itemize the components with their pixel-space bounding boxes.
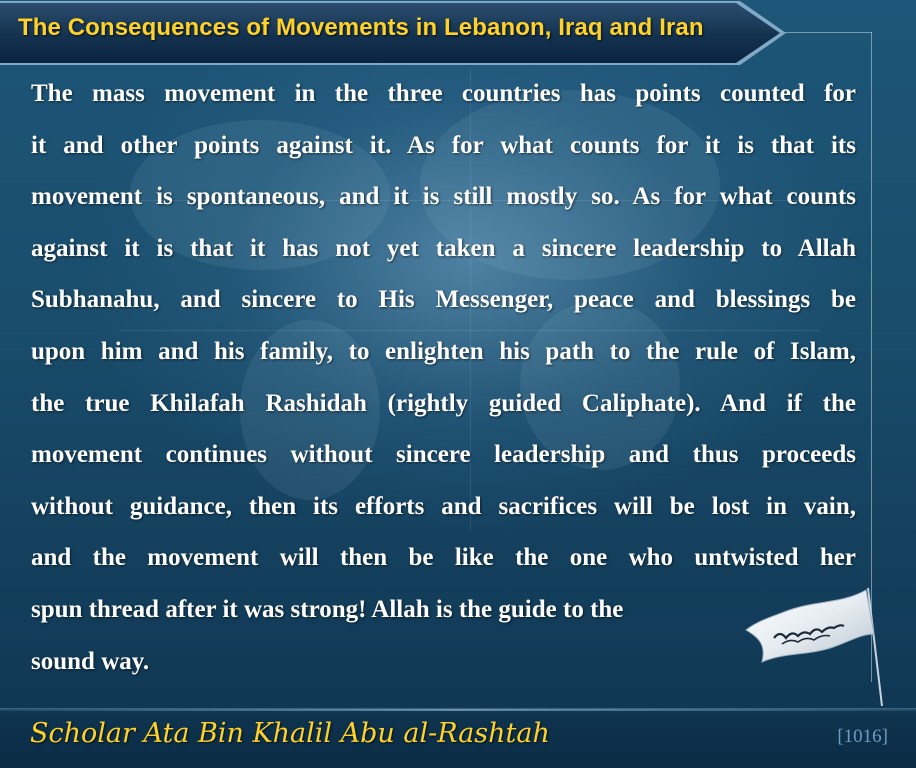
quote-line: The mass movement in the three countries has points counted for bbox=[31, 80, 856, 107]
footer-divider bbox=[0, 709, 916, 711]
page-title: The Consequences of Movements in Lebanon, Iraq and Iran bbox=[18, 14, 704, 41]
footer-bar bbox=[0, 708, 916, 768]
quote-line: the true Khilafah Rashidah (rightly guided Caliphate). And if the bbox=[31, 389, 856, 417]
reference-number: [1016] bbox=[837, 726, 888, 747]
quote-line: upon him and his family, to enlighten his path to the rule of Islam, bbox=[31, 337, 856, 365]
quote-line: it and other points against it. As for what counts for it is that its bbox=[31, 131, 856, 159]
quote-line: and the movement will then be like the one who untwisted her bbox=[31, 544, 856, 572]
white-flag-icon bbox=[744, 582, 894, 712]
quote-line: movement is spontaneous, and it is still mostly so. As for what counts bbox=[31, 183, 856, 211]
quote-line: spun thread after it was strong! Allah is the guide to the bbox=[31, 595, 624, 623]
quote-body bbox=[31, 68, 856, 687]
author-signature: Scholar Ata Bin Khalil Abu al-Rashtah bbox=[30, 718, 550, 749]
quote-line: Subhanahu, and sincere to His Messenger, peace and blessings be bbox=[31, 286, 856, 314]
quote-line: without guidance, then its efforts and sacrifices will be lost in vain, bbox=[31, 492, 856, 520]
frame-line bbox=[780, 32, 872, 33]
quote-line: against it is that it has not yet taken a sincere leadership to Allah bbox=[31, 234, 856, 262]
quote-line: movement continues without sincere leadership and thus proceeds bbox=[31, 441, 856, 469]
quote-line: sound way. bbox=[31, 647, 150, 675]
